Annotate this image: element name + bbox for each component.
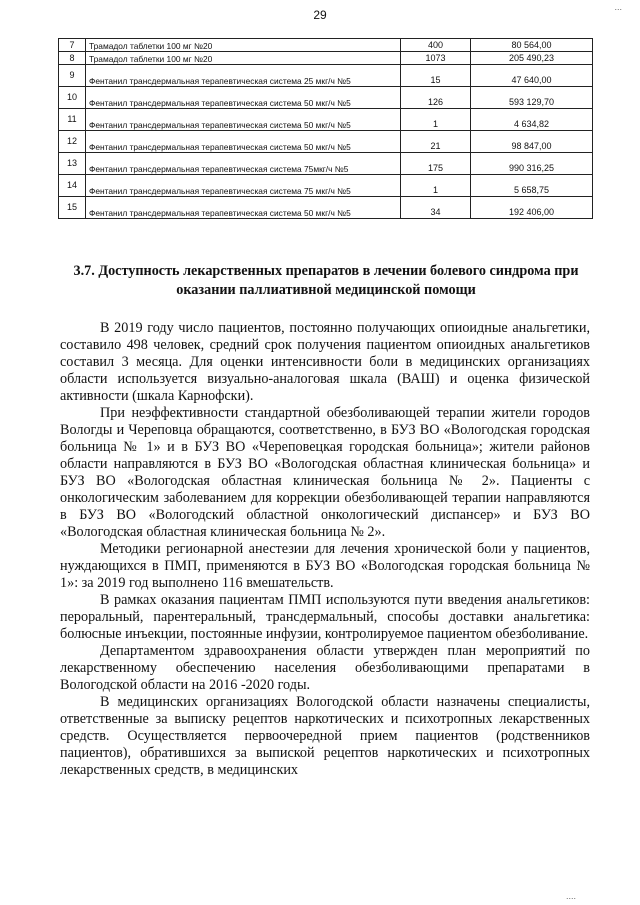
table-row	[59, 197, 593, 219]
amount: 47 640,00	[471, 65, 593, 87]
amount: 5 658,75	[471, 175, 593, 197]
quantity: 400	[401, 39, 471, 52]
quantity: 1	[401, 175, 471, 197]
paragraph: В 2019 году число пациентов, постоянно получающих опиоидные анальгетики, составило 498 человек, средний срок получения пациентом опиоидных анальгетиков составил 3 месяца. Для оценки интенсивности боли в медицинских организациях области используется визуально-аналоговая шкала (ВАШ) и оценка физической активности (шкала Карнофски).	[60, 320, 590, 404]
row-number: 12	[59, 131, 86, 153]
quantity: 21	[401, 131, 471, 153]
row-number: 14	[59, 175, 86, 197]
medication-table	[58, 38, 593, 219]
drug-name: Фентанил трансдермальная терапевтическая система 50 мкг/ч №5	[86, 131, 401, 153]
paragraph: Методики регионарной анестезии для лечения хронической боли у пациентов, нуждающихся в ПМП, применяются в БУЗ ВО «Вологодская городская больница № 1»: за 2019 год выполнено 116 вмешательств.	[60, 541, 590, 591]
table-row	[59, 175, 593, 197]
row-number: 13	[59, 153, 86, 175]
paragraph: В медицинских организациях Вологодской области назначены специалисты, ответственные за выписку рецептов наркотических и психотропных лекарственных средств. Осуществляется первоочередной прием пациентов (родственников пациентов), обратившихся за выпиской рецептов наркотических и психотропных лекарственных средств, в медицинских	[60, 694, 590, 778]
row-number: 11	[59, 109, 86, 131]
table-row	[59, 65, 593, 87]
drug-name: Фентанил трансдермальная терапевтическая система 75 мкг/ч №5	[86, 175, 401, 197]
table-row	[59, 87, 593, 109]
section-heading: 3.7. Доступность лекарственных препаратов в лечении болевого синдрома при оказании паллиативной медицинской помощи	[73, 263, 579, 298]
body-text	[60, 320, 590, 779]
row-number: 7	[59, 39, 86, 52]
quantity: 175	[401, 153, 471, 175]
quantity: 15	[401, 65, 471, 87]
table-row	[59, 131, 593, 153]
drug-name: Фентанил трансдермальная терапевтическая система 75мкг/ч №5	[86, 153, 401, 175]
paragraph: При неэффективности стандартной обезболивающей терапии жители городов Вологды и Череповца обращаются, соответственно, в БУЗ ВО «Вологодская городская больница № 1» и в БУЗ ВО «Череповецкая городская больница»; жители районов области направляются в БУЗ ВО «Вологодская областная клиническая больница» и БУЗ ВО «Вологодская областная клиническая больница № 2». Пациенты с онкологическим заболеванием для коррекции обезболивающей терапии направляются в БУЗ ВО «Вологодский областной онкологический диспансер» и БУЗ ВО «Вологодская областная клиническая больница № 2».	[60, 405, 590, 540]
row-number: 8	[59, 52, 86, 65]
amount: 205 490,23	[471, 52, 593, 65]
drug-name: Трамадол таблетки 100 мг №20	[86, 39, 401, 52]
page-number: 29	[313, 8, 327, 22]
amount: 990 316,25	[471, 153, 593, 175]
quantity: 34	[401, 197, 471, 219]
amount: 192 406,00	[471, 197, 593, 219]
quantity: 1073	[401, 52, 471, 65]
row-number: 10	[59, 87, 86, 109]
row-number: 9	[59, 65, 86, 87]
footer-mark: ....	[565, 891, 576, 901]
corner-mark: ...	[614, 2, 622, 12]
table-row	[59, 109, 593, 131]
amount: 80 564,00	[471, 39, 593, 52]
paragraph: Департаментом здравоохранения области утвержден план мероприятий по лекарственному обеспечению населения обезболивающими препаратами в Вологодской области на 2016 -2020 годы.	[60, 643, 590, 693]
drug-name: Фентанил трансдермальная терапевтическая система 50 мкг/ч №5	[86, 197, 401, 219]
table-row	[59, 52, 593, 65]
drug-name: Трамадол таблетки 100 мг №20	[86, 52, 401, 65]
row-number: 15	[59, 197, 86, 219]
amount: 98 847,00	[471, 131, 593, 153]
drug-name: Фентанил трансдермальная терапевтическая система 50 мкг/ч №5	[86, 109, 401, 131]
amount: 4 634,82	[471, 109, 593, 131]
amount: 593 129,70	[471, 87, 593, 109]
table-row	[59, 39, 593, 52]
quantity: 126	[401, 87, 471, 109]
table-row	[59, 153, 593, 175]
drug-name: Фентанил трансдермальная терапевтическая система 25 мкг/ч №5	[86, 65, 401, 87]
paragraph: В рамках оказания пациентам ПМП используются пути введения анальгетиков: пероральный, парентеральный, трансдермальный, способы доставки анальгетика: болюсные инъекции, постоянные инфузии, контролируемое пациентом обезболивание.	[60, 592, 590, 642]
drug-name: Фентанил трансдермальная терапевтическая система 50 мкг/ч №5	[86, 87, 401, 109]
quantity: 1	[401, 109, 471, 131]
